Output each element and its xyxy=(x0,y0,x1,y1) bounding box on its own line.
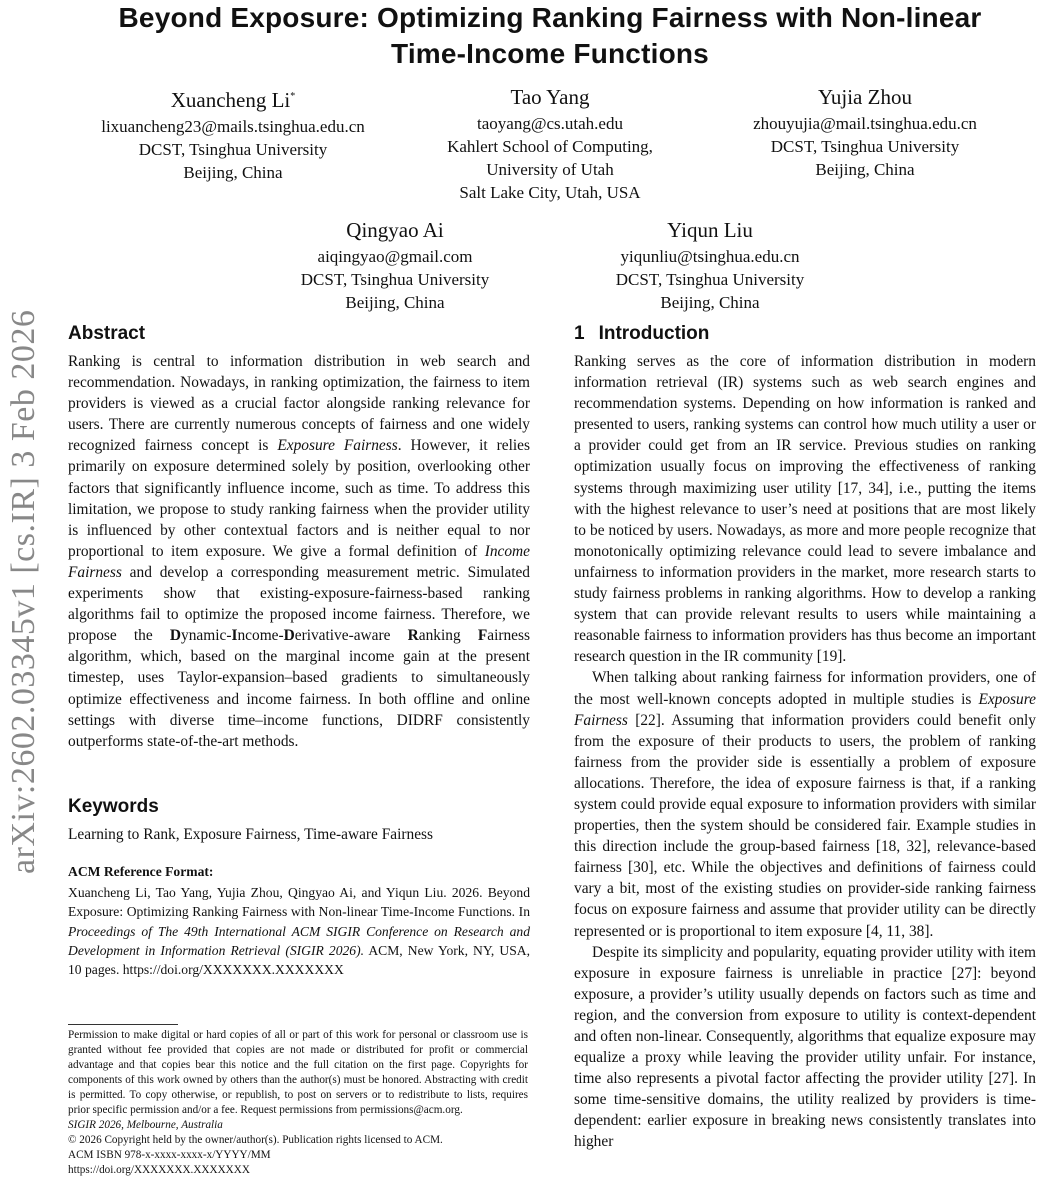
author-block-2 xyxy=(400,84,700,204)
title-line-2: Time-Income Functions xyxy=(391,38,709,69)
author-block-4 xyxy=(250,217,540,314)
author-block-5 xyxy=(565,217,855,314)
author-block-3 xyxy=(700,84,1030,181)
author-affiliation: DCST, Tsinghua University xyxy=(770,137,960,156)
author-name: Xuancheng Li* xyxy=(170,88,296,112)
author-email: lixuancheng23@mails.tsinghua.edu.cn xyxy=(101,117,365,136)
abstract-body xyxy=(68,351,530,752)
author-name: Yiqun Liu xyxy=(667,218,753,242)
author-name: Qingyao Ai xyxy=(346,218,444,242)
copyright-line: © 2026 Copyright held by the owner/author(s). Publication rights licensed to ACM. xyxy=(68,1134,443,1146)
author-location: Beijing, China xyxy=(345,293,445,312)
intro-paragraph-2: When talking about ranking fairness for information providers, one of the most well-known concepts adopted in multiple studies is Exposure Fairness [22]. Assuming that information providers could benefit only from the exposure of their products to users, the problem of ranking fairness from the provider side is essentially a problem of exposure allocations. Therefore, the idea of exposure fairness is that, if a ranking system could provide equal exposure to information providers with similar properties, then the system should be considered fair. Example studies in this direction include the group-based fairness [18, 32], relevance-based fairness [30], etc. While the objectives and definitions of fairness could vary a bit, most of the existing studies on provider-side ranking fairness focus on exposure fairness and assume that provider utility can be directly represented or is proportional to item exposure [4, 11, 38]. xyxy=(574,669,1036,940)
author-affiliation: Kahlert School of Computing, xyxy=(447,137,653,156)
author-email: yiqunliu@tsinghua.edu.cn xyxy=(620,247,800,266)
copyright-footnote xyxy=(68,1028,528,1178)
author-affiliation: DCST, Tsinghua University xyxy=(300,270,490,289)
author-affiliation-2: University of Utah xyxy=(486,160,614,179)
author-name: Yujia Zhou xyxy=(818,85,912,109)
author-location: Salt Lake City, Utah, USA xyxy=(459,183,641,202)
abstract-heading: Abstract xyxy=(68,323,146,344)
introduction-body xyxy=(574,351,1036,1153)
isbn-line: ACM ISBN 978-x-xxxx-xxxx-x/YYYY/MM xyxy=(68,1149,271,1161)
author-affiliation: DCST, Tsinghua University xyxy=(615,270,805,289)
paper-title xyxy=(40,0,1038,72)
section-number: 1 xyxy=(574,323,585,344)
author-location: Beijing, China xyxy=(660,293,760,312)
conference-venue: SIGIR 2026, Melbourne, Australia xyxy=(68,1119,223,1131)
arxiv-identifier: arXiv:2602.03345v1 [cs.IR] 3 Feb 2026 xyxy=(5,309,42,874)
author-email: zhouyujia@mail.tsinghua.edu.cn xyxy=(753,114,977,133)
acm-reference-heading: ACM Reference Format: xyxy=(68,864,214,879)
keywords-heading: Keywords xyxy=(68,796,159,817)
abstract-paragraph: Ranking is central to information distribution in web search and recommendation. Nowadays, in ranking optimization, the fairness to item providers is viewed as a crucial factor alongside ranking relevance for users. There are currently numerous concepts of fairness and one widely recognized fairness concept is Exposure Fairness. However, it relies primarily on exposure determined solely by position, overlooking other factors that significantly influence income, such as time. To address this limitation, we propose to study ranking fairness when the provider utility is influenced by other contextual factors and is neither equal to nor proportional to item exposure. We give a formal definition of Income Fairness and develop a corresponding measurement metric. Simulated experiments show that existing-exposure-fairness-based ranking algorithms fail to optimize the proposed income fairness. Therefore, we propose the Dynamic-Income-Derivative-aware Ranking Fairness algorithm, which, based on the marginal income gain at the present timestep, uses Taylor-expansion–based gradients to simultaneously optimize effectiveness and income fairness. In both offline and online settings with diverse time–income functions, DIDRF consistently outperforms state-of-the-art methods. xyxy=(68,353,530,750)
intro-paragraph-3: Despite its simplicity and popularity, equating provider utility with item exposure in exposure fairness is unreliable in practice [27]: beyond exposure, a provider’s utility usually depends on factors such as time and region, and the conversion from exposure to utility is context-dependent and often non-linear. Consequently, algorithms that equalize exposure may equalize a proxy while leaving the provider utility unfair. For instance, time also represents a pivotal factor affecting the provider utility [27]. In some time-sensitive domains, the utility realized by providers is time-dependent: earlier exposure in breaking news consistently translates into higher xyxy=(574,943,1036,1151)
author-email: aiqingyao@gmail.com xyxy=(317,247,473,266)
introduction-heading: 1 Introduction xyxy=(574,323,710,344)
keywords-body: Learning to Rank, Exposure Fairness, Time-aware Fairness xyxy=(68,826,434,843)
author-mark: * xyxy=(290,91,296,102)
intro-paragraph-1: Ranking serves as the core of information distribution in modern information retrieval (IR) systems such as web search engines and recommendation systems. Depending on how information is ranked and presented to users, ranking systems can control how much utility a user or a provider could get from an IR service. Previous studies on ranking optimization usually focus on improving the effectiveness of ranking systems through maximizing user utility [17, 34], i.e., putting the items with the highest relevance to user’s need at positions that are most likely to be noticed by users. Nowadays, as more and more people recognize that monotonically optimizing relevance could lead to severe imbalance and unfairness to information providers in the market, more research starts to study fairness problems in ranking algorithms. How to develop a ranking system that can provide relevant results to users while maintaining a reasonable fairness to information providers has thus become an important research question in the IR community [19]. xyxy=(574,353,1036,666)
author-block-1 xyxy=(68,84,398,184)
author-location: Beijing, China xyxy=(183,163,283,182)
author-name: Tao Yang xyxy=(510,85,590,109)
footnote-rule xyxy=(68,1024,178,1025)
permission-notice: Permission to make digital or hard copies of all or part of this work for personal or classroom use is granted without fee provided that copies are not made or distributed for profit or commercial advantage and that copies bear this notice and the full citation on the first page. Copyrights for components of this work owned by others than the author(s) must be honored. Abstracting with credit is permitted. To copy otherwise, or republish, to post on servers or to redistribute to lists, requires prior specific permission and/or a fee. Request permissions from permissions@acm.org. xyxy=(68,1029,528,1116)
author-location: Beijing, China xyxy=(815,160,915,179)
author-email: taoyang@cs.utah.edu xyxy=(477,114,623,133)
doi-line: https://doi.org/XXXXXXX.XXXXXXX xyxy=(68,1164,250,1176)
title-line-1: Beyond Exposure: Optimizing Ranking Fairness with Non-linear xyxy=(118,2,982,33)
acm-reference xyxy=(68,862,530,979)
author-affiliation: DCST, Tsinghua University xyxy=(138,140,328,159)
acm-reference-text: Xuancheng Li, Tao Yang, Yujia Zhou, Qingyao Ai, and Yiqun Liu. 2026. Beyond Exposure: Optimizing Ranking Fairness with Non-linear Time-Income Functions. In Proceedings of The 49th International ACM SIGIR Conference on Research and Development in Information Retrieval (SIGIR 2026). ACM, New York, NY, USA, 10 pages. https://doi.org/XXXXXXX.XXXXXXX xyxy=(68,885,530,978)
